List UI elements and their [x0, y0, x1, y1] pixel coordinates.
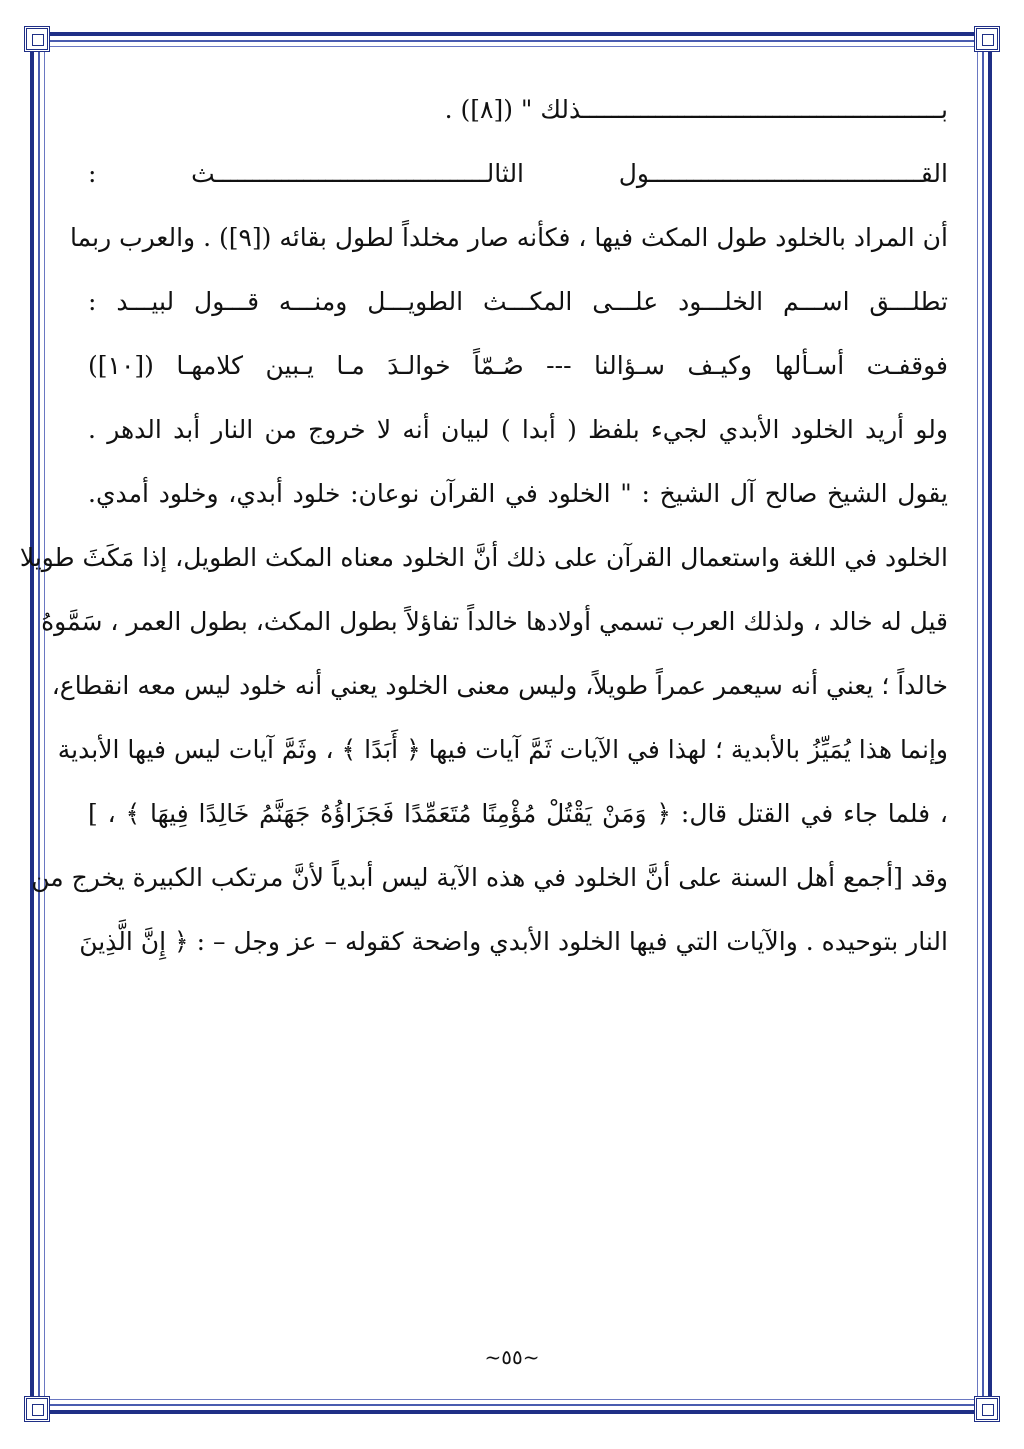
text-line: قيل له خالد ، ولذلك العرب تسمي أولادها خالداً تفاؤلاً بطول المكث، بطول العمر ، سَمَّوهُ — [41, 607, 948, 636]
text-line: خالداً ؛ يعني أنه سيعمر عمراً طويلاً، وليس معنى الخلود يعني أنه خلود ليس معه انقطاع، — [51, 671, 948, 700]
text-line: وقد [أجمع أهل السنة على أنَّ الخلود في هذه الآية ليس أبدياً لأنَّ مرتكب الكبيرة يخرج من — [31, 863, 948, 892]
corner-ornament-top-left — [24, 26, 50, 52]
corner-ornament-top-right — [974, 26, 1000, 52]
page-body-text — [19, 78, 948, 1218]
page-number: ~٥٥~ — [484, 1345, 540, 1369]
text-line: القـــــــــــــــــــــــــــــــــــــول الثالـــــــــــــــــــــــــــــــــــــث : — [88, 159, 948, 188]
text-line: تطلـــق اســـم الخلـــود علـــى المكـــث الطويـــل ومنـــه قـــول لبيـــد : — [88, 287, 948, 316]
text-line: يقول الشيخ صالح آل الشيخ : " الخلود في القرآن نوعان: خلود أبدي، وخلود أمدي. — [88, 479, 948, 508]
text-line: النار بتوحيده . والآيات التي فيها الخلود الأبدي واضحة كقوله – عز وجل – : ﴿ إِنَّ الَّذِينَ — [79, 927, 948, 956]
text-line: ولو أريد الخلود الأبدي لجيء بلفظ ( أبدا ) لبيان أنه لا خروج من النار أبد الدهر . — [88, 415, 948, 444]
text-line: فوقفـت أسـألها وكيـف سـؤالنا --- صُـمّاً خوالـدَ مـا يـبين كلامهـا ([١٠]) — [88, 351, 948, 380]
corner-ornament-bottom-right — [974, 1396, 1000, 1422]
text-line: أن المراد بالخلود طول المكث فيها ، فكأنه صار مخلداً لطول بقائه ([٩]) . والعرب ربما — [70, 223, 948, 252]
text-line: ، فلما جاء في القتل قال: ﴿ وَمَنْ يَقْتُلْ مُؤْمِنًا مُتَعَمِّدًا فَجَزَاؤُهُ جَهَنَّمُ خَالِدًا فِيهَا ﴾ ، ] — [88, 799, 948, 828]
text-line: وإنما هذا يُمَيِّزُ بالأبدية ؛ لهذا في الآيات ثَمَّ آيات فيها ﴿ أَبَدًا ﴾ ، وثَمَّ آيات ليس فيها الأبدية — [57, 735, 948, 764]
text-line: بـــــــــــــــــــــــــــــــــــــــــــــــــذلك " ([٨]) . — [444, 95, 948, 124]
corner-ornament-bottom-left — [24, 1396, 50, 1422]
text-line: الخلود في اللغة واستعمال القرآن على ذلك أنَّ الخلود معناه المكث الطويل، إذا مَكَثَ طويلا — [19, 543, 948, 572]
